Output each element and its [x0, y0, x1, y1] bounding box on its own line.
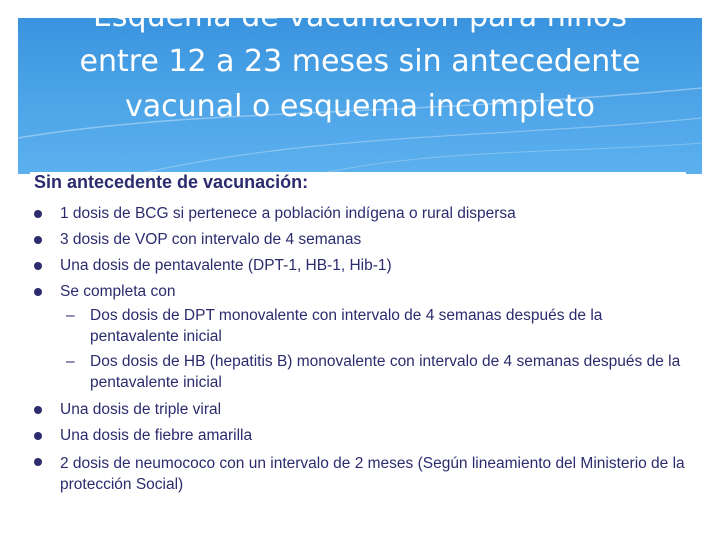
bullet-icon: [34, 406, 42, 414]
bullet-list: [30, 201, 686, 495]
title-line: vacunal o esquema incompleto: [125, 89, 595, 124]
list-item-text: 1 dosis de BCG si pertenece a población indígena o rural dispersa: [60, 205, 516, 222]
list-item: [30, 201, 686, 227]
bullet-icon: [34, 210, 42, 218]
dash-icon: –: [66, 307, 75, 324]
sub-list-item-text: Dos dosis de DPT monovalente con intervalo de 4 semanas después de la pentavalente inicial: [90, 307, 603, 345]
list-item-text: Una dosis de fiebre amarilla: [60, 427, 253, 444]
sub-bullet-list: [30, 305, 686, 393]
list-item-text: Una dosis de pentavalente (DPT-1, HB-1, Hib-1): [60, 257, 392, 274]
bullet-icon: [34, 432, 42, 440]
list-item-text: 3 dosis de VOP con intervalo de 4 semanas: [60, 231, 362, 248]
list-item-text: Se completa con: [60, 283, 176, 300]
sub-list-item-text: Dos dosis de HB (hepatitis B) monovalente con intervalo de 4 semanas después de la pentavalente inicial: [90, 353, 681, 391]
sub-list-item: [30, 351, 686, 393]
list-item-text: 2 dosis de neumococo con un intervalo de 2 meses (Según lineamiento del Ministerio de la protección Social): [60, 455, 685, 493]
slide-title: [0, 0, 720, 140]
bullet-icon: [34, 262, 42, 270]
list-item: [30, 449, 686, 495]
bullet-icon: [34, 236, 42, 244]
list-item: [30, 397, 686, 423]
sub-list-item: [30, 305, 686, 347]
dash-icon: –: [66, 353, 75, 370]
bullet-icon: [34, 458, 42, 466]
list-item: [30, 423, 686, 449]
title-line: entre 12 a 23 meses sin antecedente: [79, 44, 641, 79]
bullet-icon: [34, 288, 42, 296]
list-item: [30, 279, 686, 393]
list-item: [30, 253, 686, 279]
list-item: [30, 227, 686, 253]
content-area: [30, 172, 686, 504]
section-heading: Sin antecedente de vacunación:: [34, 172, 309, 192]
list-item-text: Una dosis de triple viral: [60, 401, 222, 418]
title-line: Esquema de vacunación para niños: [92, 0, 628, 34]
